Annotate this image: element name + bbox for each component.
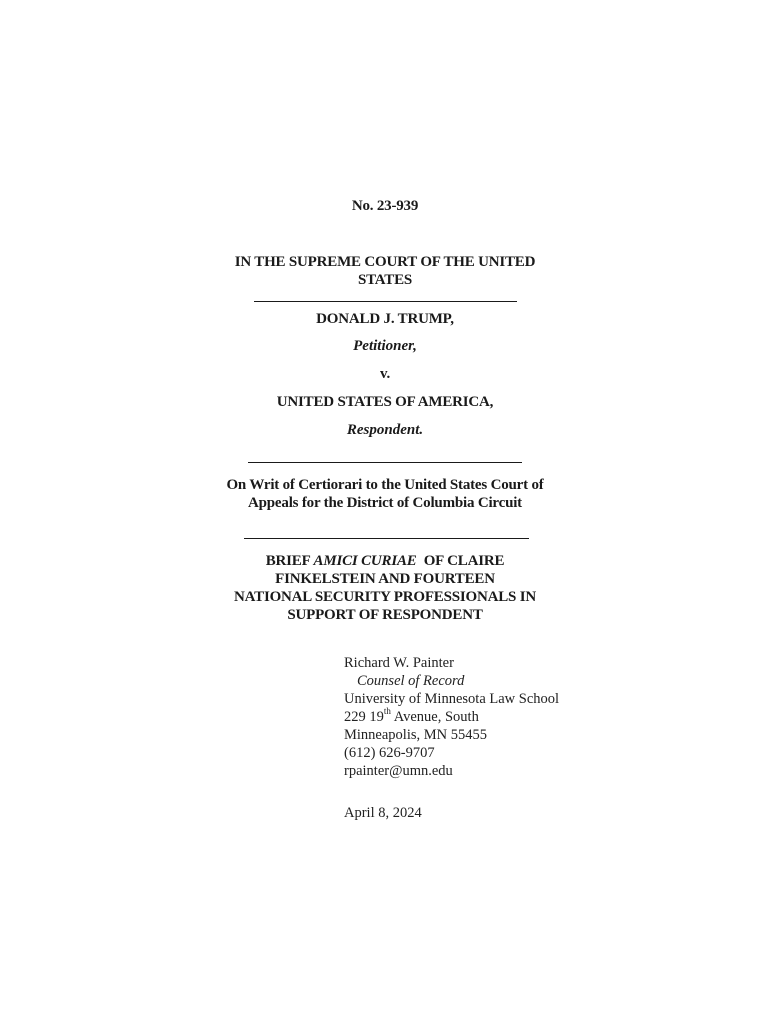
docket-number: No. 23-939: [351, 198, 419, 214]
brief-title-amici: AMICI CURIAE: [313, 553, 417, 569]
counsel-city: Minneapolis, MN 55455: [344, 727, 487, 743]
counsel-name: Richard W. Painter: [344, 655, 454, 671]
brief-title-line-3: NATIONAL SECURITY PROFESSIONALS IN: [233, 589, 537, 605]
versus-label: v.: [379, 366, 391, 382]
divider-rule-1: [254, 301, 517, 302]
counsel-street-ordinal: th: [383, 706, 391, 717]
counsel-street-rest: Avenue, South: [390, 709, 479, 725]
brief-title-line-4: SUPPORT OF RESPONDENT: [287, 607, 483, 623]
divider-rule-2: [248, 462, 522, 463]
counsel-institution: University of Minnesota Law School: [344, 691, 560, 707]
respondent-name: UNITED STATES OF AMERICA,: [276, 394, 494, 410]
court-name-line-1: IN THE SUPREME COURT OF THE UNITED: [234, 254, 536, 270]
writ-line-1: On Writ of Certiorari to the United States Court of: [226, 477, 544, 493]
brief-title-line-2: FINKELSTEIN AND FOURTEEN: [275, 571, 495, 587]
respondent-role: Respondent.: [346, 422, 424, 438]
petitioner-name: DONALD J. TRUMP,: [316, 311, 454, 327]
writ-line-2: Appeals for the District of Columbia Circuit: [248, 495, 522, 511]
filing-date: April 8, 2024: [344, 805, 422, 821]
counsel-role: Counsel of Record: [357, 673, 465, 689]
brief-title-suffix: OF CLAIRE: [416, 553, 505, 569]
counsel-phone: (612) 626-9707: [344, 745, 435, 761]
brief-title-line-1: [200, 552, 570, 570]
counsel-block: [344, 654, 559, 780]
counsel-email[interactable]: rpainter@umn.edu: [344, 763, 453, 779]
petitioner-role: Petitioner,: [353, 338, 417, 354]
counsel-street: [344, 708, 559, 726]
divider-rule-3: [244, 538, 529, 539]
brief-title-prefix: BRIEF: [265, 553, 314, 569]
court-name-line-2: STATES: [357, 272, 413, 288]
counsel-street-number: 229 19: [344, 709, 384, 725]
